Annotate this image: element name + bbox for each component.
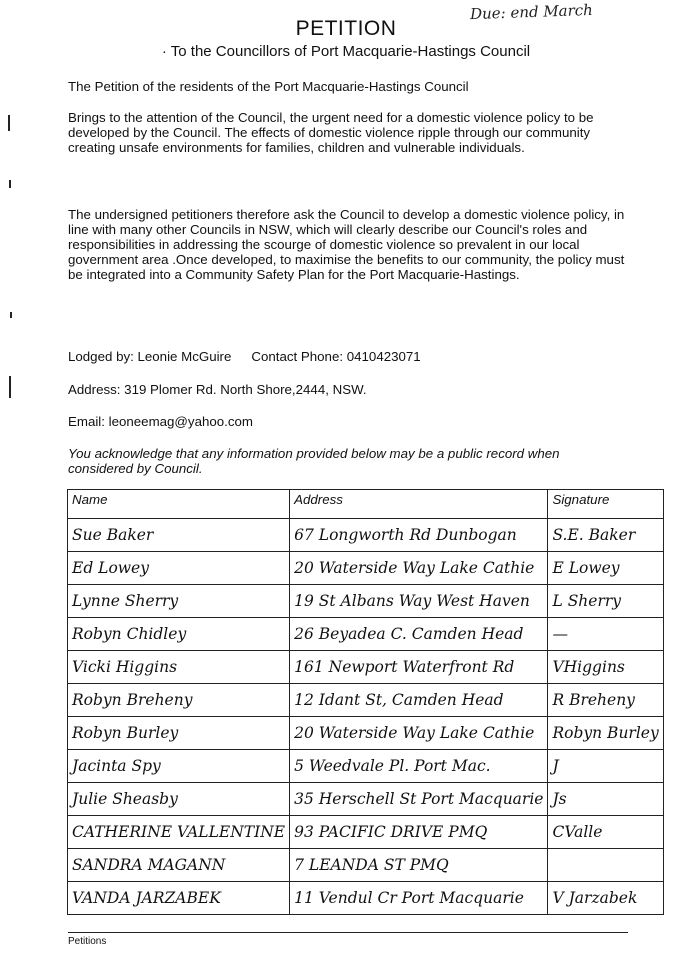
signer-address: 93 PACIFIC DRIVE PMQ	[290, 816, 548, 849]
signer-signature: R Breheny	[548, 684, 663, 717]
table-header-row	[68, 490, 664, 519]
table-row	[68, 849, 664, 882]
signer-address: 5 Weedvale Pl. Port Mac.	[290, 750, 548, 783]
signer-address: 35 Herschell St Port Macquarie	[290, 783, 548, 816]
signer-address: 7 LEANDA ST PMQ	[290, 849, 548, 882]
margin-mark	[9, 180, 11, 188]
signer-name: Sue Baker	[68, 519, 290, 552]
table-row	[68, 552, 664, 585]
signer-signature: Robyn Burley	[548, 717, 663, 750]
table-row	[68, 651, 664, 684]
footer-label: Petitions	[68, 936, 107, 947]
signer-address: 12 Idant St, Camden Head	[290, 684, 548, 717]
contact-email: Email: leoneemag@yahoo.com	[68, 414, 253, 429]
contact-phone: Contact Phone: 0410423071	[251, 349, 421, 364]
signer-signature: VHiggins	[548, 651, 663, 684]
contact-address: Address: 319 Plomer Rd. North Shore,2444, NSW.	[68, 382, 367, 397]
page-subtitle: · To the Councillors of Port Macquarie-Hastings Council	[161, 43, 531, 60]
signer-signature: CValle	[548, 816, 663, 849]
table-row	[68, 783, 664, 816]
signer-name: Vicki Higgins	[68, 651, 290, 684]
signer-address: 20 Waterside Way Lake Cathie	[290, 717, 548, 750]
margin-mark	[10, 312, 12, 318]
header-address: Address	[290, 490, 548, 519]
signer-signature: —	[548, 618, 663, 651]
header-name: Name	[68, 490, 290, 519]
signer-address: 26 Beyadea C. Camden Head	[290, 618, 548, 651]
signer-name: Robyn Breheny	[68, 684, 290, 717]
table-row	[68, 618, 664, 651]
signer-address: 161 Newport Waterfront Rd	[290, 651, 548, 684]
signer-signature: E Lowey	[548, 552, 663, 585]
signer-name: Lynne Sherry	[68, 585, 290, 618]
petition-intro: The Petition of the residents of the Port Macquarie-Hastings Council	[68, 79, 469, 94]
signer-name: Ed Lowey	[68, 552, 290, 585]
signer-signature: Js	[548, 783, 663, 816]
signer-signature: S.E. Baker	[548, 519, 663, 552]
signer-name: Robyn Burley	[68, 717, 290, 750]
lodged-by: Lodged by: Leonie McGuire	[68, 349, 232, 364]
signer-name: VANDA JARZABEK	[68, 882, 290, 915]
signer-name: CATHERINE VALLENTINE	[68, 816, 290, 849]
signer-signature: L Sherry	[548, 585, 663, 618]
margin-mark	[9, 376, 11, 398]
signer-name: Julie Sheasby	[68, 783, 290, 816]
signer-address: 20 Waterside Way Lake Cathie	[290, 552, 548, 585]
acknowledgement-note: You acknowledge that any information provided below may be a public record when considered by Council.	[68, 446, 560, 476]
lodged-by-line	[68, 349, 421, 364]
signer-address: 67 Longworth Rd Dunbogan	[290, 519, 548, 552]
signer-signature: V Jarzabek	[548, 882, 663, 915]
header-signature: Signature	[548, 490, 663, 519]
signer-signature	[548, 849, 663, 882]
table-row	[68, 684, 664, 717]
table-row	[68, 717, 664, 750]
signer-name: SANDRA MAGANN	[68, 849, 290, 882]
margin-mark	[8, 115, 10, 131]
table-row	[68, 882, 664, 915]
signer-address: 19 St Albans Way West Haven	[290, 585, 548, 618]
signer-signature: J	[548, 750, 663, 783]
signer-address: 11 Vendul Cr Port Macquarie	[290, 882, 548, 915]
table-row	[68, 519, 664, 552]
petition-request: The undersigned petitioners therefore ask the Council to develop a domestic violence policy, in line with many other Councils in NSW, which will clearly describe our Council's roles and responsibilities in addressing the scourge of domestic violence so prevalent in our local government area .Once developed, to maximise the benefits to our community, the policy must be integrated into a Community Safety Plan for the Port Macquarie-Hastings.	[68, 207, 625, 282]
petition-statement: Brings to the attention of the Council, the urgent need for a domestic violence policy to be developed by the Council. The effects of domestic violence ripple through our community creating unsafe environments for families, children and vulnerable individuals.	[68, 110, 594, 155]
table-row	[68, 750, 664, 783]
footer-divider	[68, 932, 628, 933]
signer-name: Robyn Chidley	[68, 618, 290, 651]
handwritten-due-note: Due: end March	[469, 0, 594, 24]
table-row	[68, 585, 664, 618]
signature-table	[67, 489, 664, 915]
page-title: PETITION	[295, 17, 397, 40]
signer-name: Jacinta Spy	[68, 750, 290, 783]
table-row	[68, 816, 664, 849]
